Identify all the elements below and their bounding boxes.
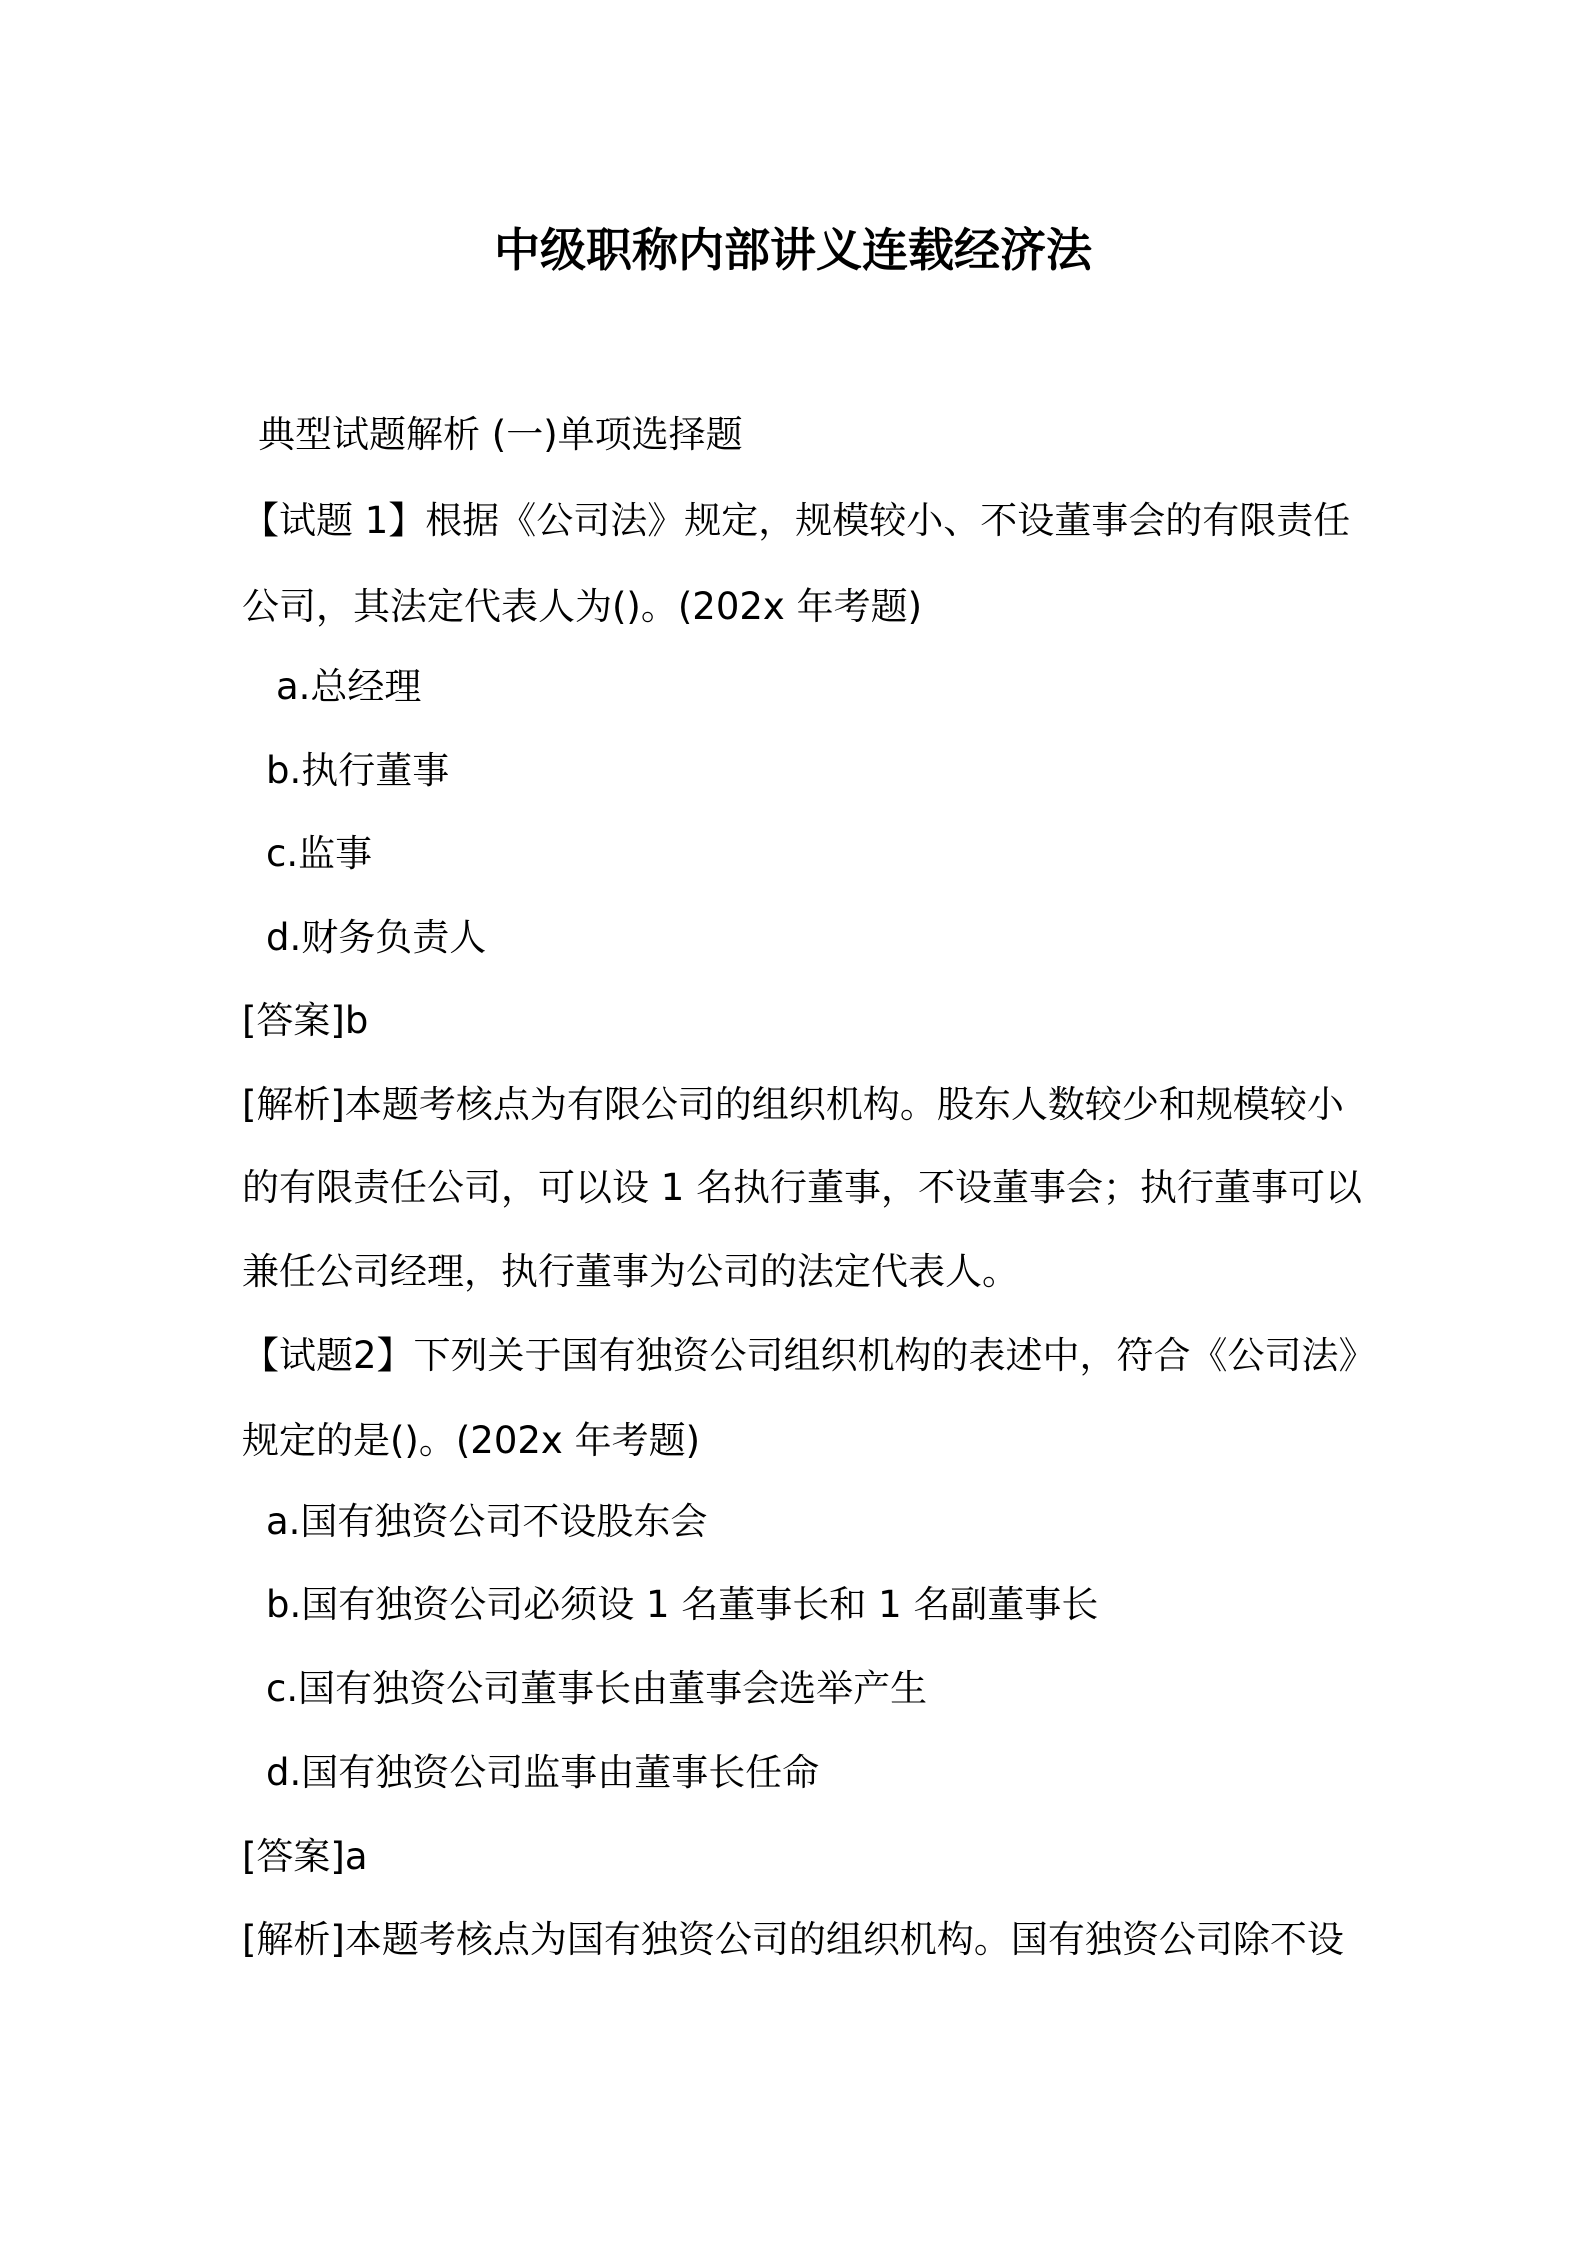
question1-option-b: b.执行董事 — [266, 749, 450, 792]
question1-stem-line1: 【试题 1】根据《公司法》规定，规模较小、不设董事会的有限责任 — [242, 499, 1351, 542]
question2-analysis-line1: [解析]本题考核点为国有独资公司的组织机构。国有独资公司除不设 — [242, 1918, 1344, 1961]
question1-option-a: a.总经理 — [276, 665, 422, 708]
question1-analysis-line3: 兼任公司经理，执行董事为公司的法定代表人。 — [242, 1250, 1019, 1293]
question2-stem-line1: 【试题2】下列关于国有独资公司组织机构的表述中，符合《公司法》 — [242, 1334, 1376, 1377]
question1-stem-line2: 公司，其法定代表人为()。(202x 年考题) — [242, 585, 923, 628]
question2-option-c: c.国有独资公司董事长由董事会选举产生 — [266, 1667, 928, 1710]
question1-option-d: d.财务负责人 — [266, 916, 487, 959]
question1-analysis-line2: 的有限责任公司，可以设 1 名执行董事，不设董事会；执行董事可以 — [242, 1166, 1363, 1209]
question1-option-c: c.监事 — [266, 832, 373, 875]
section-heading: 典型试题解析 (一)单项选择题 — [258, 413, 743, 456]
question2-stem-line2: 规定的是()。(202x 年考题) — [242, 1419, 701, 1462]
question2-answer: [答案]a — [242, 1835, 368, 1878]
question1-answer: [答案]b — [242, 999, 369, 1042]
question2-option-a: a.国有独资公司不设股东会 — [266, 1500, 708, 1543]
document-title: 中级职称内部讲义连载经济法 — [494, 223, 1092, 277]
question1-analysis-line1: [解析]本题考核点为有限公司的组织机构。股东人数较少和规模较小 — [242, 1083, 1344, 1126]
question2-option-b: b.国有独资公司必须设 1 名董事长和 1 名副董事长 — [266, 1583, 1099, 1626]
question2-option-d: d.国有独资公司监事由董事长任命 — [266, 1751, 820, 1794]
